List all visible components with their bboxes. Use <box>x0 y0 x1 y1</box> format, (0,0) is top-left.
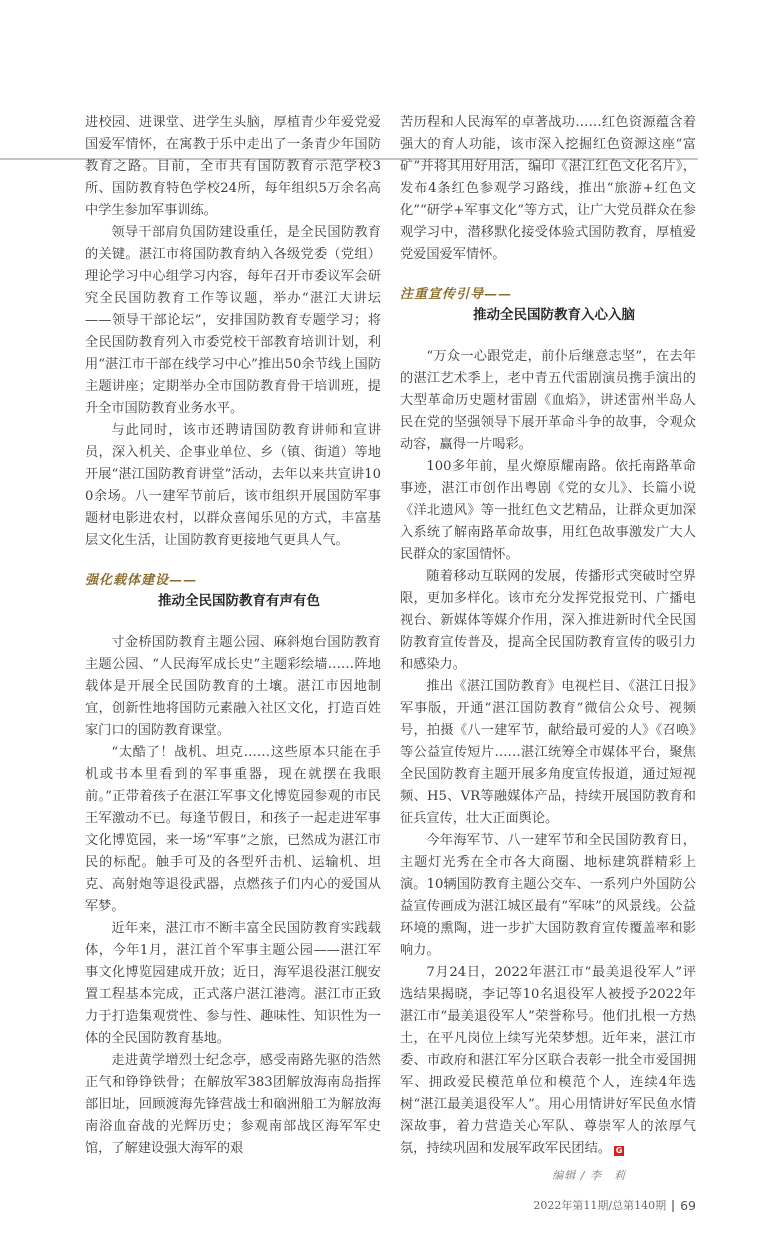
section-kicker: 强化载体建设—— <box>85 573 198 588</box>
paragraph: 与此同时，该市还聘请国防教育讲师和宣讲员，深入机关、企事业单位、乡（镇、街道）等地开展“湛江国防教育讲堂”活动，去年以来共宣讲100余场。八一建军节前后，该市组织开展国防军事题材电影进农村，以群众喜闻乐见的方式，丰富基层文化生活，让国防教育更接地气更具人气。 <box>85 423 381 548</box>
paragraph: 寸金桥国防教育主题公园、麻斜炮台国防教育主题公园、“人民海军成长史”主题彩绘墙……阵地载体是开展全民国防教育的土壤。湛江市因地制宜，创新性地将国防元素融入社区文化，打造百姓家门口的国防教育课堂。 <box>85 635 381 738</box>
page-footer <box>85 1198 696 1214</box>
section-heading <box>400 286 696 326</box>
section-kicker: 注重宣传引导—— <box>400 287 513 302</box>
paragraph: 随着移动互联网的发展，传播形式突破时空界限，更加多样化。该市充分发挥党报党刊、广播电视台、新媒体等媒介作用，深入推进新时代全民国防教育宣传普及，提高全民国防教育宣传的吸引力和感染力。 <box>400 569 696 672</box>
paragraph: 推出《湛江国防教育》电视栏目、《湛江日报》军事版，开通“湛江国防教育”微信公众号、视频号，拍摄《八一建军节，献给最可爱的人》《召唤》等公益宣传短片……湛江统筹全市媒体平台，聚焦全民国防教育主题开展多角度宣传报道，通过短视频、H5、VR等融媒体产品，持续开展国防教育和征兵宣传，壮大正面舆论。 <box>400 679 696 826</box>
paragraph: 100多年前，星火燎原耀南路。依托南路革命事迹，湛江市创作出粤剧《党的女儿》、长篇小说《洋北遗风》等一批红色文艺精品，让群众更加深入系统了解南路革命故事，用红色故事激发广大人民群众的家国情怀。 <box>400 459 696 562</box>
section-heading <box>85 572 381 612</box>
paragraph: 苦历程和人民海军的卓著战功……红色资源蕴含着强大的育人功能，该市深入挖掘红色资源这座“富矿”并将其用好用活，编印《湛江红色文化名片》，发布4条红色参观学习路线，推出“旅游+红色文化”“研学+军事文化”等方式，让广大党员群众在参观学习中，潜移默化接受体验式国防教育，厚植爱党爱国爱军情怀。 <box>400 115 696 262</box>
page-bottom <box>85 1168 696 1234</box>
paragraph-text: 7月24日，2022年湛江市“最美退役军人”评选结果揭晓，李记等10名退役军人被授予2022年湛江市“最美退役军人”荣誉称号。他们扎根一方热土，在平凡岗位上续写光荣梦想。近年来，湛江市委、市政府和湛江军分区联合表彰一批全市爱国拥军、拥政爱民模范单位和模范个人，连续4年选树“湛江最美退役军人”。用心用情讲好军民鱼水情深故事，着力营造关心军队、尊崇军人的浓厚气氛，持续巩固和发展军政军民团结。 <box>400 965 696 1156</box>
left-column <box>85 112 381 1160</box>
paragraph: “太酷了！战机、坦克……这些原本只能在手机或书本里看到的军事重器，现在就摆在我眼前。”正带着孩子在湛江军事文化博览园参观的市民王军激动不已。每逢节假日，和孩子一起走进军事文化博览园，来一场“军事”之旅，已然成为湛江市民的标配。触手可及的各型歼击机、运输机、坦克、高射炮等退役武器，点燃孩子们内心的爱国从军梦。 <box>85 745 381 914</box>
editor-credit: 编辑 / 李 莉 <box>552 1169 626 1182</box>
paragraph: “万众一心跟党走，前仆后继意志坚”，在去年的湛江艺术季上，老中青五代雷剧演员携手演出的大型革命历史题材雷剧《血焰》，讲述雷州半岛人民在党的坚强领导下展开革命斗争的故事，令观众动容，赢得一片喝彩。 <box>400 349 696 452</box>
paragraph: 近年来，湛江市不断丰富全民国防教育实践载体，今年1月，湛江首个军事主题公园——湛江军事文化博览园建成开放；近日，海军退役湛江舰安置工程基本完成，正式落户湛江港湾。湛江市正致力于打造集观赏性、参与性、趣味性、知识性为一体的全民国防教育基地。 <box>85 921 381 1046</box>
paragraph: 进校园、进课堂、进学生头脑，厚植青少年爱党爱国爱军情怀，在寓教于乐中走出了一条青少年国防教育之路。目前，全市共有国防教育示范学校3所、国防教育特色学校24所，每年组织5万余名高中学生参加军事训练。 <box>85 115 381 218</box>
paragraph: 走进黄学增烈士纪念亭，感受南路先驱的浩然正气和铮铮铁骨；在解放军383团解放海南岛指挥部旧址，回顾渡海先锋营战士和硇洲船工为解放海南浴血奋战的光辉历史；参观南部战区海军军史馆，了解建设强大海军的艰 <box>85 1053 381 1156</box>
section-subtitle: 推动全民国防教育有声有色 <box>158 593 320 609</box>
footer-divider <box>672 1200 674 1212</box>
section-subtitle: 推动全民国防教育入心入脑 <box>473 307 635 323</box>
paragraph <box>400 962 696 1160</box>
article-body <box>85 112 696 1160</box>
right-column <box>400 112 696 1160</box>
end-mark-icon: G <box>615 1146 623 1155</box>
paragraph: 今年海军节、八一建军节和全民国防教育日，主题灯光秀在全市各大商圈、地标建筑群精彩上演。10辆国防教育主题公交车、一系列户外国防公益宣传画成为湛江城区最有“军味”的风景线。公益环境的熏陶，进一步扩大国防教育宣传覆盖率和影响力。 <box>400 833 696 958</box>
issue-info: 2022年第11期/总第140期 <box>533 1199 667 1212</box>
paragraph: 领导干部肩负国防建设重任，是全民国防教育的关键。湛江市将国防教育纳入各级党委（党组）理论学习中心组学习内容，每年召开市委议军会研究全民国防教育工作等议题，举办“湛江大讲坛——领导干部论坛”，安排国防教育专题学习；将全民国防教育列入市委党校干部教育培训计划，利用“湛江市干部在线学习中心”推出50余节线上国防主题讲座；定期举办全市国防教育骨干培训班，提升全市国防教育业务水平。 <box>85 225 381 416</box>
page-number: 69 <box>680 1198 696 1213</box>
